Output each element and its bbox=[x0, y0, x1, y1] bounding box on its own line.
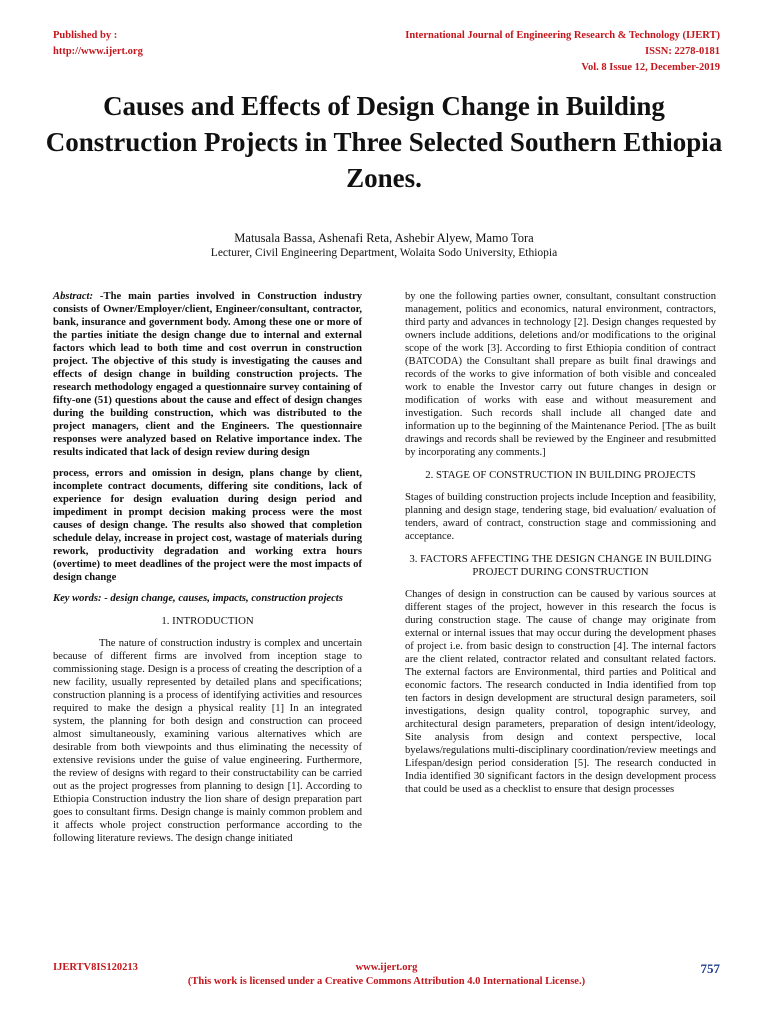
published-by-label: Published by : bbox=[53, 30, 118, 41]
abstract bbox=[53, 290, 362, 459]
stages-body: Stages of building construction projects include Inception and feasibility, planning and design stage, tendering stage, bid evaluation/ evaluation of tenders, award of contract, construction stage and commissioning and acceptance. bbox=[405, 492, 716, 542]
paper-title: Causes and Effects of Design Change in Building Construction Projects in Three Selected Southern Ethiopia Zones. bbox=[45, 91, 723, 193]
volume-issue: Vol. 8 Issue 12, December-2019 bbox=[581, 62, 720, 73]
abstract-part1: The main parties involved in Construction industry consists of Owner/Employer/client, Engineer/consultant, contractor, bank, insurance and government body. Among these one or more of the parties initiate the design change due to internal and external factors which lead to both time and cost overrun in construction project. The objective of this study is investigating the causes and effects of design change in building construction projects. The research methodology engaged a questionnaire survey containing of fifty-one (51) questions about the cause and effect of design changes during the building construction, which was distributed to the project managers, client and the Engineers. The questionnaire responses were analyzed based on Relative importance index. The results indicated that lack of design review during design bbox=[53, 291, 362, 458]
journal-info-block bbox=[405, 28, 720, 76]
publisher-block bbox=[53, 28, 143, 60]
affiliation: Lecturer, Civil Engineering Department, Wolaita Sodo University, Ethiopia bbox=[210, 247, 558, 259]
keywords: Key words: - design change, causes, impacts, construction projects bbox=[53, 593, 343, 604]
authors: Matusala Bassa, Ashenafi Reta, Ashebir Alyew, Mamo Tora bbox=[234, 231, 534, 245]
issn: ISSN: 2278-0181 bbox=[645, 46, 720, 57]
abstract-lead: Abstract: - bbox=[53, 291, 104, 302]
right-column bbox=[405, 290, 716, 796]
section-heading-introduction: 1. INTRODUCTION bbox=[161, 615, 254, 627]
abstract-continued: process, errors and omission in design, plans change by client, incomplete contract documents, differing site conditions, lack of experience for design evaluation during design period and impediment in prompt decision making process were the most causes of design change. The results also showed that completion schedule delay, increase in project cost, wastage of materials during rework, productivity degradation and working extra hours (overtime) to meet deadlines of the project were the most impacts of design change bbox=[53, 468, 362, 583]
page-number: 757 bbox=[700, 961, 720, 976]
introduction-body: The nature of construction industry is complex and uncertain because of different firms are involved from inception stage to commissioning stage. Design is a process of creating the description of a new facility, usually represented by detailed plans and specifications; construction planning is a process of identifying activities and resources required to make the design a physical reality [1] In an integrated system, the planning for both design and construction can proceed almost simultaneously, examining various alternatives which are desirable from both viewpoints and thus eliminating the necessity of extensive revisions under the guise of value engineering. Furthermore, the review of designs with regard to their constructability can be carried out as the project progresses from planning to design [1]. According to Ethiopia Construction industry the lion share of design preparation part goes to consultant firms. Design change is mainly common problem and it affects whole project construction performance according to the following literature reviews. The design change initiated bbox=[53, 638, 362, 844]
footer-website-link[interactable]: www.ijert.org bbox=[355, 962, 418, 973]
license-note: (This work is licensed under a Creative Commons Attribution 4.0 International License.) bbox=[187, 976, 586, 987]
right-intro-paragraph: by one the following parties owner, consultant, consultant construction management, politics and economics, natural environment, contractors, third party and advances in technology [2]. Design changes requested by owners include additions, deletions and/or modifications to the original scope of the work [3]. According to first Ethiopia condition of contract (BATCODA) the Consultant shall prepare as built final drawings and records of the works to give information of both visible and concealed work to enable the Investor carry out future changes in design or modification of works with ease and without measurement and investigation. Such records shall include all changed date and information up to the beginning of the Maintenance Period. [The as built drawings and records shall be reviewed by the Engineer and resubmitted by incorporating any comments.] bbox=[405, 291, 716, 458]
section-heading-stages: 2. STAGE OF CONSTRUCTION IN BUILDING PROJECTS bbox=[425, 469, 696, 481]
left-column bbox=[53, 290, 362, 845]
journal-name: International Journal of Engineering Research & Technology (IJERT) bbox=[405, 30, 720, 41]
section-heading-factors: 3. FACTORS AFFECTING THE DESIGN CHANGE IN BUILDING PROJECT DURING CONSTRUCTION bbox=[409, 553, 712, 578]
factors-body: Changes of design in construction can be caused by various sources at different stages of the project, however in this research the focus is during construction stage. The cause of change may originate from external or internal issues that may occur during the development phases of project i.e. from basic design to construction [4]. The internal factors are the client related, contractor related and consultant related factors. The external factors are Environmental, third parties and Political and economic factors. The research conducted in India identified from top ten factors in design development are structural design parameters, soil investigations, design quality control, topographic survey, and architectural design parameters, preparation of design intent/ideology, Site analysis from design and context perspective, local byelaws/regulations multi-disciplinary coordination/review meetings and Lifespan/design period consideration [5]. The research conducted in India identified 30 significant factors in the design development process that could be used as a checklist to ensure that design processes bbox=[405, 589, 716, 795]
paper-id: IJERTV8IS120213 bbox=[53, 962, 138, 973]
journal-website-link[interactable]: http://www.ijert.org bbox=[53, 46, 143, 57]
